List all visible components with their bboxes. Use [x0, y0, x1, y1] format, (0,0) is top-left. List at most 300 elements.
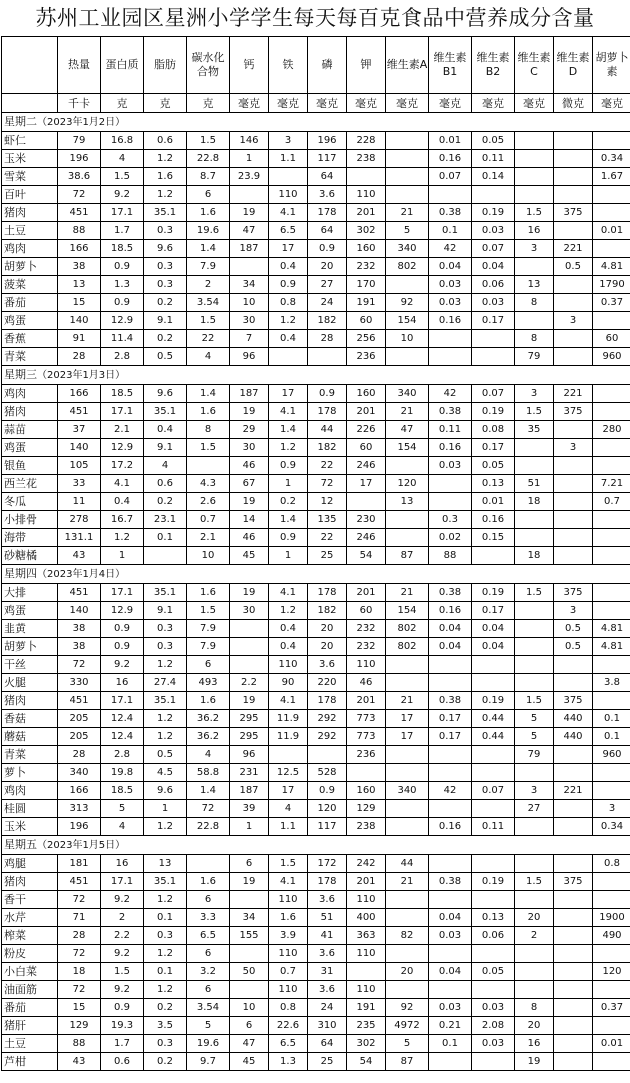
table-row — [2, 674, 630, 692]
nutrient-value: 9.6 — [144, 782, 187, 800]
nutrient-value: 36.2 — [187, 710, 230, 728]
nutrient-value: 42 — [429, 385, 472, 403]
nutrient-value: 30 — [230, 312, 269, 330]
nutrient-value: 110 — [347, 945, 386, 963]
nutrient-value: 0.6 — [144, 132, 187, 150]
nutrient-value: 6 — [187, 186, 230, 204]
nutrient-value: 9.6 — [144, 385, 187, 403]
nutrient-value — [429, 855, 472, 873]
nutrient-value: 6 — [230, 855, 269, 873]
nutrient-value: 9.1 — [144, 602, 187, 620]
nutrient-value: 181 — [58, 855, 101, 873]
nutrient-value: 313 — [58, 800, 101, 818]
nutrient-value: 178 — [308, 403, 347, 421]
food-name: 蘑菇 — [2, 728, 58, 746]
day-header-row — [2, 565, 630, 584]
nutrient-value: 110 — [347, 656, 386, 674]
nutrient-value: 12.9 — [101, 602, 144, 620]
nutrient-value — [230, 186, 269, 204]
nutrient-value: 0.37 — [593, 294, 630, 312]
unit-cell: 毫克 — [472, 94, 515, 113]
nutrient-value — [386, 674, 429, 692]
nutrient-value — [554, 891, 593, 909]
nutrient-value: 120 — [593, 963, 630, 981]
nutrient-value: 129 — [58, 1017, 101, 1035]
nutrient-value — [386, 818, 429, 836]
nutrient-value: 22.8 — [187, 150, 230, 168]
nutrient-value: 35 — [515, 421, 554, 439]
nutrient-value — [187, 855, 230, 873]
nutrient-value: 375 — [554, 403, 593, 421]
nutrient-value — [515, 168, 554, 186]
nutrient-value: 13 — [58, 276, 101, 294]
nutrient-value — [554, 818, 593, 836]
nutrient-value: 110 — [269, 891, 308, 909]
day-header — [2, 113, 630, 132]
nutrient-value: 1.2 — [144, 981, 187, 999]
nutrient-value: 1.5 — [187, 439, 230, 457]
nutrient-value: 191 — [347, 999, 386, 1017]
nutrient-value: 30 — [230, 439, 269, 457]
nutrient-value: 375 — [554, 204, 593, 222]
nutrient-value: 4972 — [386, 1017, 429, 1035]
nutrient-value: 27.4 — [144, 674, 187, 692]
nutrient-value: 12.4 — [101, 710, 144, 728]
unit-cell: 毫克 — [269, 94, 308, 113]
nutrient-value: 191 — [347, 294, 386, 312]
nutrient-value: 0.21 — [429, 1017, 472, 1035]
nutrient-value: 0.38 — [429, 692, 472, 710]
nutrient-value: 44 — [308, 421, 347, 439]
nutrient-value: 41 — [308, 927, 347, 945]
nutrient-value: 17 — [386, 728, 429, 746]
nutrient-value — [347, 963, 386, 981]
food-name: 虾仁 — [2, 132, 58, 150]
nutrient-value: 1.2 — [144, 710, 187, 728]
nutrient-value: 120 — [308, 800, 347, 818]
nutrient-value: 0.06 — [472, 927, 515, 945]
table-row — [2, 475, 630, 493]
nutrient-value: 0.17 — [472, 312, 515, 330]
day-date: （2023年1月4日） — [37, 569, 126, 580]
nutrient-value — [269, 746, 308, 764]
nutrient-value: 0.11 — [472, 150, 515, 168]
nutrient-value: 1.2 — [144, 656, 187, 674]
nutrient-value: 110 — [269, 945, 308, 963]
nutrient-value: 64 — [308, 222, 347, 240]
nutrient-value — [515, 439, 554, 457]
nutrient-value — [593, 873, 630, 891]
food-name: 冬瓜 — [2, 493, 58, 511]
table-row — [2, 403, 630, 421]
table-row — [2, 150, 630, 168]
nutrient-value: 0.4 — [269, 638, 308, 656]
table-row — [2, 963, 630, 981]
nutrient-value: 5 — [101, 800, 144, 818]
nutrient-value: 0.17 — [429, 710, 472, 728]
nutrient-value: 4.81 — [593, 620, 630, 638]
nutrient-value — [429, 348, 472, 366]
nutrient-value: 802 — [386, 258, 429, 276]
nutrient-value — [515, 150, 554, 168]
nutrient-value: 1.1 — [269, 150, 308, 168]
nutrient-value: 0.8 — [269, 999, 308, 1017]
table-row — [2, 348, 630, 366]
table-row — [2, 638, 630, 656]
nutrient-value: 110 — [347, 981, 386, 999]
nutrient-value — [593, 891, 630, 909]
nutrient-value — [269, 348, 308, 366]
nutrient-value: 37 — [58, 421, 101, 439]
nutrient-value: 2 — [101, 909, 144, 927]
food-name: 小白菜 — [2, 963, 58, 981]
nutrient-value: 72 — [187, 800, 230, 818]
nutrient-value: 19 — [230, 403, 269, 421]
table-row — [2, 909, 630, 927]
nutrient-value: 3 — [554, 312, 593, 330]
nutrient-value: 9.2 — [101, 945, 144, 963]
nutrient-value: 9.2 — [101, 891, 144, 909]
nutrient-value: 33 — [58, 475, 101, 493]
nutrient-value: 10 — [386, 330, 429, 348]
nutrient-value: 24 — [308, 999, 347, 1017]
food-name: 银鱼 — [2, 457, 58, 475]
nutrient-value: 16 — [515, 1035, 554, 1053]
table-row — [2, 818, 630, 836]
nutrient-value: 170 — [347, 276, 386, 294]
nutrient-value: 28 — [58, 348, 101, 366]
nutrient-value: 8 — [515, 330, 554, 348]
unit-cell: 克 — [187, 94, 230, 113]
nutrient-value: 72 — [308, 475, 347, 493]
table-row — [2, 999, 630, 1017]
food-name: 大排 — [2, 584, 58, 602]
nutrient-value: 1.6 — [187, 403, 230, 421]
nutrient-value: 90 — [269, 674, 308, 692]
nutrient-value — [593, 240, 630, 258]
nutrient-value — [554, 132, 593, 150]
nutrient-value — [472, 348, 515, 366]
nutrient-value: 0.14 — [472, 168, 515, 186]
nutrient-value: 50 — [230, 963, 269, 981]
nutrient-value: 13 — [144, 855, 187, 873]
nutrient-value: 0.5 — [144, 746, 187, 764]
nutrient-value — [515, 656, 554, 674]
nutrient-value: 18 — [515, 493, 554, 511]
nutrient-value: 302 — [347, 1035, 386, 1053]
food-name: 菠菜 — [2, 276, 58, 294]
nutrient-value — [554, 674, 593, 692]
nutrient-value: 140 — [58, 602, 101, 620]
nutrient-value: 0.6 — [101, 1053, 144, 1071]
day-label: 星期四 — [4, 567, 37, 580]
nutrient-value: 2.6 — [187, 493, 230, 511]
nutrient-value: 39 — [230, 800, 269, 818]
nutrient-value: 0.9 — [101, 999, 144, 1017]
nutrient-value: 129 — [347, 800, 386, 818]
nutrient-value — [429, 674, 472, 692]
nutrient-value: 375 — [554, 692, 593, 710]
nutrient-value — [593, 186, 630, 204]
table-row — [2, 276, 630, 294]
nutrient-value: 0.05 — [472, 457, 515, 475]
nutrient-value — [472, 855, 515, 873]
food-name: 胡萝卜 — [2, 258, 58, 276]
nutrient-value — [347, 168, 386, 186]
nutrient-value: 0.4 — [269, 620, 308, 638]
unit-cell: 毫克 — [386, 94, 429, 113]
nutrient-value: 25 — [308, 547, 347, 565]
nutrient-value: 45 — [230, 1053, 269, 1071]
nutrient-value — [429, 945, 472, 963]
food-name: 小排骨 — [2, 511, 58, 529]
nutrient-value — [472, 547, 515, 565]
nutrient-value: 2 — [187, 276, 230, 294]
nutrient-value: 1.6 — [187, 204, 230, 222]
nutrient-value: 16.8 — [101, 132, 144, 150]
table-row — [2, 891, 630, 909]
nutrient-value: 1.5 — [269, 855, 308, 873]
nutrient-value: 44 — [386, 855, 429, 873]
nutrient-value: 1.3 — [101, 276, 144, 294]
nutrient-value: 120 — [386, 475, 429, 493]
nutrient-value: 28 — [308, 330, 347, 348]
nutrient-value — [386, 186, 429, 204]
nutrient-value: 35.1 — [144, 584, 187, 602]
nutrient-value: 38.6 — [58, 168, 101, 186]
nutrient-value: 3 — [554, 439, 593, 457]
column-header: 维生素B1 — [429, 37, 472, 94]
nutrient-value: 21 — [386, 873, 429, 891]
column-header: 磷 — [308, 37, 347, 94]
nutrient-value: 0.5 — [144, 348, 187, 366]
nutrient-value: 3.8 — [593, 674, 630, 692]
nutrient-value — [472, 186, 515, 204]
nutrient-value: 7.9 — [187, 638, 230, 656]
nutrient-value: 140 — [58, 439, 101, 457]
nutrient-value: 0.4 — [269, 258, 308, 276]
food-name: 玉米 — [2, 818, 58, 836]
food-name: 干丝 — [2, 656, 58, 674]
nutrient-value: 1 — [269, 475, 308, 493]
nutrient-value: 0.9 — [308, 782, 347, 800]
column-header: 铁 — [269, 37, 308, 94]
nutrient-value — [515, 855, 554, 873]
nutrient-value — [554, 330, 593, 348]
nutrient-value — [515, 312, 554, 330]
nutrient-value: 20 — [515, 909, 554, 927]
nutrient-value: 18.5 — [101, 385, 144, 403]
nutrient-value: 0.2 — [144, 493, 187, 511]
nutrient-value: 6.5 — [269, 222, 308, 240]
nutrient-value: 4.1 — [101, 475, 144, 493]
nutrient-value: 12.9 — [101, 439, 144, 457]
nutrient-value: 42 — [429, 782, 472, 800]
nutrient-value: 0.9 — [101, 294, 144, 312]
nutrient-value: 3.9 — [269, 927, 308, 945]
table-row — [2, 258, 630, 276]
nutrient-value: 280 — [593, 421, 630, 439]
nutrient-value — [554, 475, 593, 493]
nutrient-value — [593, 439, 630, 457]
nutrient-value: 0.6 — [144, 475, 187, 493]
table-row — [2, 511, 630, 529]
nutrient-value: 2.8 — [101, 746, 144, 764]
unit-cell: 克 — [144, 94, 187, 113]
nutrient-value: 27 — [515, 800, 554, 818]
nutrient-value: 29 — [230, 421, 269, 439]
nutrient-value: 242 — [347, 855, 386, 873]
day-label: 星期二 — [4, 115, 37, 128]
nutrient-value: 24 — [308, 294, 347, 312]
food-name: 榨菜 — [2, 927, 58, 945]
nutrient-value: 38 — [58, 620, 101, 638]
nutrient-value: 10 — [187, 547, 230, 565]
nutrient-value: 528 — [308, 764, 347, 782]
table-row — [2, 927, 630, 945]
nutrient-value: 92 — [386, 999, 429, 1017]
nutrient-value: 35.1 — [144, 873, 187, 891]
nutrient-value: 82 — [386, 927, 429, 945]
table-row — [2, 746, 630, 764]
food-name: 猪肉 — [2, 204, 58, 222]
nutrient-value: 1.6 — [269, 909, 308, 927]
nutrient-value: 960 — [593, 746, 630, 764]
nutrient-value: 0.03 — [429, 276, 472, 294]
nutrient-value: 2.08 — [472, 1017, 515, 1035]
nutrient-value: 12.5 — [269, 764, 308, 782]
nutrient-value — [593, 132, 630, 150]
nutrient-value: 19 — [230, 204, 269, 222]
page-title: 苏州工业园区星洲小学学生每天每百克食品中营养成分含量 — [35, 6, 595, 30]
nutrient-value: 72 — [58, 186, 101, 204]
nutrient-value: 11.9 — [269, 710, 308, 728]
food-name: 猪肉 — [2, 692, 58, 710]
nutrient-value: 0.03 — [429, 927, 472, 945]
food-name: 青菜 — [2, 348, 58, 366]
table-row — [2, 312, 630, 330]
nutrient-value — [593, 204, 630, 222]
nutrient-value: 3.6 — [308, 656, 347, 674]
nutrient-value: 0.9 — [308, 240, 347, 258]
nutrient-value: 0.16 — [472, 511, 515, 529]
nutrient-value: 1790 — [593, 276, 630, 294]
nutrient-value: 46 — [230, 529, 269, 547]
nutrient-value: 1.4 — [187, 240, 230, 258]
nutrient-value: 1.2 — [269, 439, 308, 457]
nutrient-value: 0.3 — [144, 927, 187, 945]
nutrient-value: 25 — [308, 1053, 347, 1071]
nutrient-value: 440 — [554, 710, 593, 728]
nutrient-value: 1.3 — [269, 1053, 308, 1071]
nutrient-value: 960 — [593, 348, 630, 366]
nutrient-value: 14 — [230, 511, 269, 529]
nutrient-value: 17.1 — [101, 692, 144, 710]
nutrient-value: 0.07 — [472, 240, 515, 258]
nutrient-value: 0.9 — [269, 457, 308, 475]
day-label: 星期五 — [4, 838, 37, 851]
nutrient-value — [472, 945, 515, 963]
nutrient-value — [593, 764, 630, 782]
nutrient-value — [593, 403, 630, 421]
nutrient-value — [472, 746, 515, 764]
nutrient-value — [554, 1035, 593, 1053]
nutrient-value: 166 — [58, 782, 101, 800]
nutrient-value: 178 — [308, 204, 347, 222]
nutrient-value — [347, 493, 386, 511]
nutrient-value: 51 — [308, 909, 347, 927]
nutrient-value: 72 — [58, 945, 101, 963]
food-name: 猪肉 — [2, 873, 58, 891]
nutrient-value: 30 — [230, 602, 269, 620]
nutrient-value: 110 — [347, 186, 386, 204]
nutrient-value: 17 — [269, 240, 308, 258]
nutrient-value: 230 — [347, 511, 386, 529]
nutrient-value: 87 — [386, 547, 429, 565]
nutrient-value: 0.11 — [429, 421, 472, 439]
day-header — [2, 836, 630, 855]
nutrient-value — [554, 999, 593, 1017]
nutrient-value: 0.5 — [554, 258, 593, 276]
food-name: 海带 — [2, 529, 58, 547]
nutrient-value: 0.1 — [429, 1035, 472, 1053]
nutrient-value — [515, 457, 554, 475]
nutrient-value: 64 — [308, 1035, 347, 1053]
table-row — [2, 493, 630, 511]
nutrient-value: 0.3 — [144, 638, 187, 656]
nutrient-value: 72 — [58, 981, 101, 999]
nutrient-value — [515, 945, 554, 963]
nutrient-value: 238 — [347, 818, 386, 836]
nutrient-value: 0.06 — [472, 276, 515, 294]
nutrient-value: 0.9 — [101, 638, 144, 656]
column-header: 钙 — [230, 37, 269, 94]
nutrient-value — [386, 168, 429, 186]
nutrient-value: 3.6 — [308, 186, 347, 204]
food-name: 香菇 — [2, 710, 58, 728]
nutrient-value: 0.1 — [144, 909, 187, 927]
nutrient-value — [230, 891, 269, 909]
nutrient-value: 17 — [269, 782, 308, 800]
day-header-row — [2, 113, 630, 132]
nutrient-value: 18 — [58, 963, 101, 981]
nutrient-value: 236 — [347, 746, 386, 764]
nutrient-value: 2.8 — [101, 348, 144, 366]
nutrient-value: 0.16 — [429, 602, 472, 620]
food-name: 番茄 — [2, 999, 58, 1017]
nutrient-value — [269, 168, 308, 186]
nutrient-value: 0.15 — [472, 529, 515, 547]
nutrient-value — [515, 511, 554, 529]
nutrient-value: 43 — [58, 547, 101, 565]
nutrient-value: 4.1 — [269, 584, 308, 602]
nutrient-value: 0.04 — [429, 258, 472, 276]
nutrient-value: 6.5 — [187, 927, 230, 945]
nutrient-value: 802 — [386, 620, 429, 638]
nutrient-value: 0.38 — [429, 584, 472, 602]
nutrient-value: 21 — [386, 692, 429, 710]
unit-cell: 毫克 — [308, 94, 347, 113]
nutrient-value: 310 — [308, 1017, 347, 1035]
nutrient-value: 0.16 — [429, 439, 472, 457]
nutrient-value — [554, 1017, 593, 1035]
table-row — [2, 981, 630, 999]
nutrient-value: 19 — [230, 584, 269, 602]
nutrient-value: 22 — [187, 330, 230, 348]
nutrient-value: 96 — [230, 746, 269, 764]
nutrient-value — [386, 656, 429, 674]
nutrient-value: 0.3 — [144, 258, 187, 276]
